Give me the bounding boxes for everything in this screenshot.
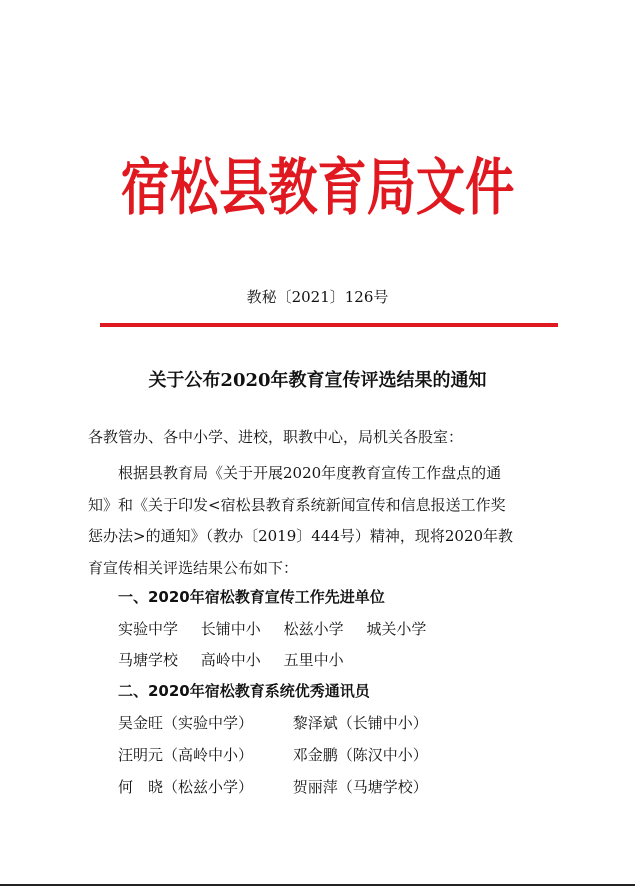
notice-title: 关于公布2020年教育宣传评选结果的通知 <box>148 370 487 391</box>
body-line: 根据县教育局《关于开展2020年度教育宣传工作盘点的通 <box>118 464 502 482</box>
unit-name: 五里中小 <box>283 651 344 669</box>
unit-name: 实验中学 <box>118 620 179 638</box>
correspondent-row <box>118 775 558 799</box>
correspondent-row <box>118 711 558 735</box>
unit-name: 城关小学 <box>366 620 427 638</box>
correspondent: 汪明元（高岭中小） <box>118 746 254 764</box>
correspondent: 何 晓（松兹小学） <box>118 778 254 796</box>
unit-name: 高岭中小 <box>200 651 261 669</box>
correspondent: 邓金鹏（陈汉中小） <box>292 746 428 764</box>
body-paragraph <box>88 458 558 584</box>
body-line: 育宣传相关评选结果公布如下： <box>88 558 299 577</box>
unit-name: 长铺中小 <box>200 620 261 638</box>
unit-name: 马塘学校 <box>118 651 179 669</box>
unit-row <box>118 617 558 641</box>
correspondent: 黎泽斌（长铺中小） <box>292 714 428 732</box>
header-title: 宿松县教育局文件 <box>120 152 515 224</box>
correspondent: 吴金旺（实验中学） <box>118 714 254 732</box>
body-line: 惩办法>的通知》（教办〔2019〕444号）精神，现将2020年教 <box>88 527 514 545</box>
page-bottom-edge <box>0 884 635 886</box>
document-number: 教秘〔2021〕126号 <box>246 288 389 306</box>
unit-name: 松兹小学 <box>283 620 344 638</box>
section-heading-correspondents: 二、2020年宿松教育系统优秀通讯员 <box>118 682 370 700</box>
red-separator-line <box>100 323 558 327</box>
body-line: 知》和《关于印发<宿松县教育系统新闻宣传和信息报送工作奖 <box>88 495 506 514</box>
unit-row <box>118 648 558 672</box>
salutation: 各教管办、各中小学、进校，职教中心，局机关各股室： <box>88 428 464 446</box>
section-heading-units: 一、2020年宿松教育宣传工作先进单位 <box>118 588 385 606</box>
correspondent-row <box>118 743 558 767</box>
correspondent: 贺丽萍（马塘学校） <box>292 778 428 796</box>
